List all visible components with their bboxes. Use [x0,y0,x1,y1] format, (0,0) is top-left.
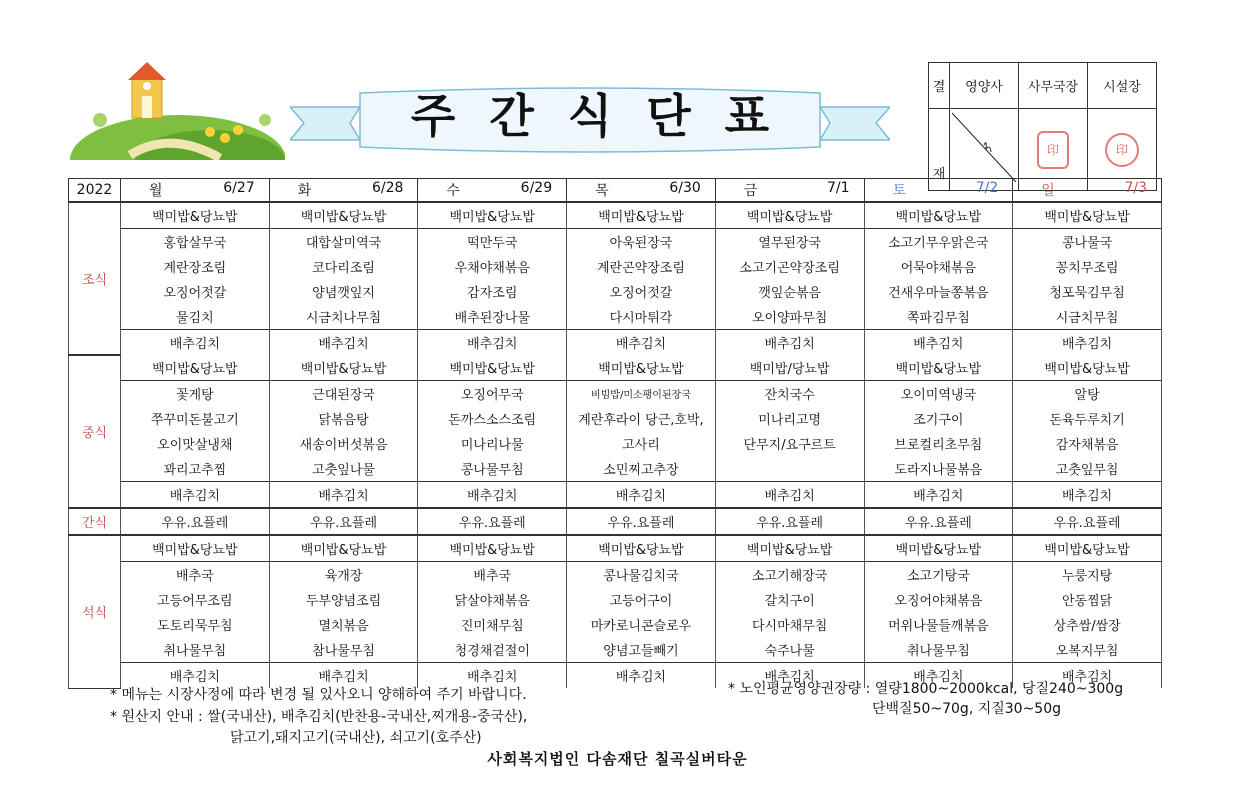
menu-cell: 백미밥&당뇨밥 [864,202,1013,229]
menu-cell: 배추김치 [269,663,418,689]
menu-cell: 아욱된장국 [567,229,716,255]
menu-row [69,304,1162,330]
menu-cell: 배추김치 [864,330,1013,356]
seal-stamp-icon: 印 [1105,133,1139,167]
menu-cell: 꽃게탕 [121,381,270,407]
menu-cell: 양념깻잎지 [269,279,418,304]
menu-cell: 고춧잎나물 [269,456,418,482]
menu-cell: 청포묵김무침 [1013,279,1162,304]
approval-role-dietitian: 영양사 [950,63,1019,109]
menu-cell: 깻잎순볶음 [715,279,864,304]
menu-cell: 배추김치 [1013,330,1162,356]
meal-label-dinner: 석식 [69,535,121,688]
menu-cell: 닭볶음탕 [269,406,418,431]
menu-cell: 콩나물김치국 [567,562,716,588]
menu-cell: 물김치 [121,304,270,330]
meal-label-breakfast: 조식 [69,202,121,355]
menu-cell: 배추김치 [121,330,270,356]
menu-cell: 배추김치 [864,663,1013,689]
day-header: 목 6/30 [567,179,716,203]
meal-label-snack: 간식 [69,508,121,535]
menu-row [69,355,1162,381]
approval-box [928,62,1157,191]
menu-row [69,254,1162,279]
menu-cell: 떡만두국 [418,229,567,255]
menu-row [69,406,1162,431]
menu-cell: 백미밥&당뇨밥 [121,355,270,381]
menu-cell: 두부양념조림 [269,587,418,612]
menu-cell: 조기구이 [864,406,1013,431]
menu-cell: 배추김치 [715,330,864,356]
menu-cell: 마카로니콘슬로우 [567,612,716,637]
menu-cell [715,456,864,482]
menu-cell: 백미밥&당뇨밥 [1013,355,1162,381]
menu-cell: 백미밥&당뇨밥 [121,202,270,229]
menu-cell: 머위나물들깨볶음 [864,612,1013,637]
menu-cell: 알탕 [1013,381,1162,407]
menu-cell: 계란후라이 당근,호박, [567,406,716,431]
menu-cell: 계란장조림 [121,254,270,279]
menu-cell: 근대된장국 [269,381,418,407]
signature-slash [950,111,1018,184]
menu-cell: 백미밥&당뇨밥 [121,535,270,562]
menu-cell: 다시마튀각 [567,304,716,330]
menu-cell: 백미밥&당뇨밥 [715,202,864,229]
menu-cell: 코다리조림 [269,254,418,279]
menu-header-row [69,179,1162,203]
menu-cell: 오이맛살냉채 [121,431,270,456]
menu-cell: 배추김치 [715,663,864,689]
menu-cell: 백미밥&당뇨밥 [418,355,567,381]
menu-cell: 닭살야채볶음 [418,587,567,612]
seal-stamp-icon: 印 [1037,131,1069,169]
menu-cell: 백미밥&당뇨밥 [269,535,418,562]
menu-change-note: * 메뉴는 시장사정에 따라 변경 될 있사오니 양해하여 주기 바랍니다. [110,687,527,703]
menu-row [69,229,1162,255]
day-header: 토 7/2 [864,179,1013,203]
menu-row [69,456,1162,482]
menu-cell: 백미밥&당뇨밥 [864,355,1013,381]
menu-cell: 진미채무침 [418,612,567,637]
approval-role-director: 시설장 [1088,63,1157,109]
menu-cell: 돈까스소스조림 [418,406,567,431]
menu-cell: 소고기탕국 [864,562,1013,588]
menu-cell: 도토리묵무침 [121,612,270,637]
menu-cell: 백미밥&당뇨밥 [269,355,418,381]
menu-cell: 쪽파김무침 [864,304,1013,330]
menu-cell: 백미밥&당뇨밥 [1013,202,1162,229]
day-header: 월 6/27 [121,179,270,203]
menu-cell: 잔치국수 [715,381,864,407]
menu-cell: 배추국 [418,562,567,588]
menu-row [69,612,1162,637]
menu-cell: 오징어무국 [418,381,567,407]
menu-cell: 백미밥&당뇨밥 [567,202,716,229]
menu-cell: 고등어무조림 [121,587,270,612]
menu-cell: 배추김치 [418,663,567,689]
menu-cell: 갈치구이 [715,587,864,612]
menu-cell: 숙주나물 [715,637,864,663]
nutrition-note-continued: 단백질50~70g, 지질30~50g [872,701,1062,717]
menu-cell: 꽁치무조림 [1013,254,1162,279]
menu-cell: 소고기무우맑은국 [864,229,1013,255]
meal-label-lunch: 중식 [69,355,121,508]
menu-cell: 배추김치 [1013,663,1162,689]
menu-cell: 우채야채볶음 [418,254,567,279]
menu-cell: 배추김치 [269,330,418,356]
menu-cell: 오이미역냉국 [864,381,1013,407]
weekly-menu-table [68,178,1162,689]
page-title: 주간식단표 [410,89,804,143]
menu-row [69,637,1162,663]
menu-cell: 고사리 [567,431,716,456]
menu-cell: 배추된장나물 [418,304,567,330]
menu-row [69,202,1162,229]
menu-cell: 소고기곤약장조림 [715,254,864,279]
menu-cell: 오징어젓갈 [567,279,716,304]
menu-cell: 오복지무침 [1013,637,1162,663]
menu-cell: 백미밥&당뇨밥 [269,202,418,229]
menu-cell: 배추김치 [567,663,716,689]
nutrition-note: * 노인평균영양권장량 : 열량1800~2000kcal, 당질240~300g [728,681,1124,697]
menu-cell: 고등어구이 [567,587,716,612]
menu-cell: 소고기해장국 [715,562,864,588]
menu-cell: 상추쌈/쌈장 [1013,612,1162,637]
menu-cell: 오징어야채볶음 [864,587,1013,612]
day-header: 일 7/3 [1013,179,1162,203]
menu-row [69,381,1162,407]
menu-cell: 쭈꾸미돈불고기 [121,406,270,431]
menu-row [69,562,1162,588]
menu-cell: 배추국 [121,562,270,588]
menu-cell: 백미밥&당뇨밥 [1013,535,1162,562]
menu-cell: 우유.요플레 [864,508,1013,535]
menu-cell: 시금치나무침 [269,304,418,330]
menu-cell: 배추김치 [715,482,864,509]
menu-row [69,431,1162,456]
day-header: 금 7/1 [715,179,864,203]
menu-cell: 배추김치 [864,482,1013,509]
menu-cell: 계란곤약장조림 [567,254,716,279]
menu-cell: 오이양파무침 [715,304,864,330]
menu-cell: 미나리고명 [715,406,864,431]
origin-note: * 원산지 안내 : 쌀(국내산), 배추김치(반찬용-국내산,찌개용-중국산), [110,709,528,725]
menu-cell: 배추김치 [418,330,567,356]
menu-cell: 돈육두루치기 [1013,406,1162,431]
menu-cell: 소민찌고추장 [567,456,716,482]
origin-note-continued: 닭고기,돼지고기(국내산), 쇠고기(호주산) [230,730,482,746]
menu-cell: 다시마채무침 [715,612,864,637]
menu-cell: 백미밥&당뇨밥 [864,535,1013,562]
approval-role-office-manager: 사무국장 [1019,63,1088,109]
menu-cell: 배추김치 [121,663,270,689]
menu-cell: 청경채겉절이 [418,637,567,663]
year-cell: 2022 [69,179,121,203]
menu-cell: 단무지/요구르트 [715,431,864,456]
approval-side-top: 결 [929,63,950,109]
menu-cell: 우유.요플레 [1013,508,1162,535]
menu-cell: 취나물무침 [121,637,270,663]
menu-cell: 배추김치 [418,482,567,509]
menu-cell: 콩나물무침 [418,456,567,482]
house-hill-illustration [70,60,285,160]
menu-cell: 백미밥&당뇨밥 [418,535,567,562]
menu-cell: 우유.요플레 [567,508,716,535]
menu-row [69,508,1162,535]
menu-row [69,279,1162,304]
menu-cell: 취나물무침 [864,637,1013,663]
menu-cell: 오징어젓갈 [121,279,270,304]
menu-cell: 도라지나물볶음 [864,456,1013,482]
menu-cell: 어묵야채볶음 [864,254,1013,279]
menu-cell: 대합살미역국 [269,229,418,255]
menu-cell: 배추김치 [567,330,716,356]
menu-row [69,587,1162,612]
menu-cell: 홍합살무국 [121,229,270,255]
menu-cell: 누룽지탕 [1013,562,1162,588]
menu-cell: 감자조림 [418,279,567,304]
menu-cell: 백미밥/당뇨밥 [715,355,864,381]
menu-cell: 콩나물국 [1013,229,1162,255]
menu-cell: 우유.요플레 [269,508,418,535]
approval-side-bottom: 재 [929,109,950,191]
day-header: 화 6/28 [269,179,418,203]
menu-cell: 브로컬리초무침 [864,431,1013,456]
menu-cell: 열무된장국 [715,229,864,255]
menu-cell: 비빔밥/미소팽이된장국 [567,381,716,407]
menu-cell: 배추김치 [121,482,270,509]
menu-cell: 양념고들빼기 [567,637,716,663]
menu-cell: 고춧잎무침 [1013,456,1162,482]
menu-cell: 육개장 [269,562,418,588]
menu-cell: 새송이버섯볶음 [269,431,418,456]
menu-cell: 꽈리고추찜 [121,456,270,482]
menu-cell: 백미밥&당뇨밥 [418,202,567,229]
menu-cell: 감자채볶음 [1013,431,1162,456]
menu-cell: 미나리나물 [418,431,567,456]
menu-cell: 백미밥&당뇨밥 [715,535,864,562]
menu-cell: 시금치무침 [1013,304,1162,330]
menu-cell: 우유.요플레 [715,508,864,535]
day-header: 수 6/29 [418,179,567,203]
menu-cell: 배추김치 [567,482,716,509]
menu-cell: 안동찜닭 [1013,587,1162,612]
menu-row [69,535,1162,562]
menu-cell: 참나물무침 [269,637,418,663]
menu-cell: 멸치볶음 [269,612,418,637]
menu-cell: 배추김치 [1013,482,1162,509]
menu-row [69,482,1162,509]
organization-name: 사회복지법인 다솜재단 칠곡실버타운 [487,750,748,768]
menu-cell: 배추김치 [269,482,418,509]
menu-cell: 백미밥&당뇨밥 [567,355,716,381]
menu-cell: 우유.요플레 [121,508,270,535]
menu-row [69,330,1162,356]
menu-cell: 건새우마늘쫑볶음 [864,279,1013,304]
menu-cell: 백미밥&당뇨밥 [567,535,716,562]
menu-cell: 우유.요플레 [418,508,567,535]
